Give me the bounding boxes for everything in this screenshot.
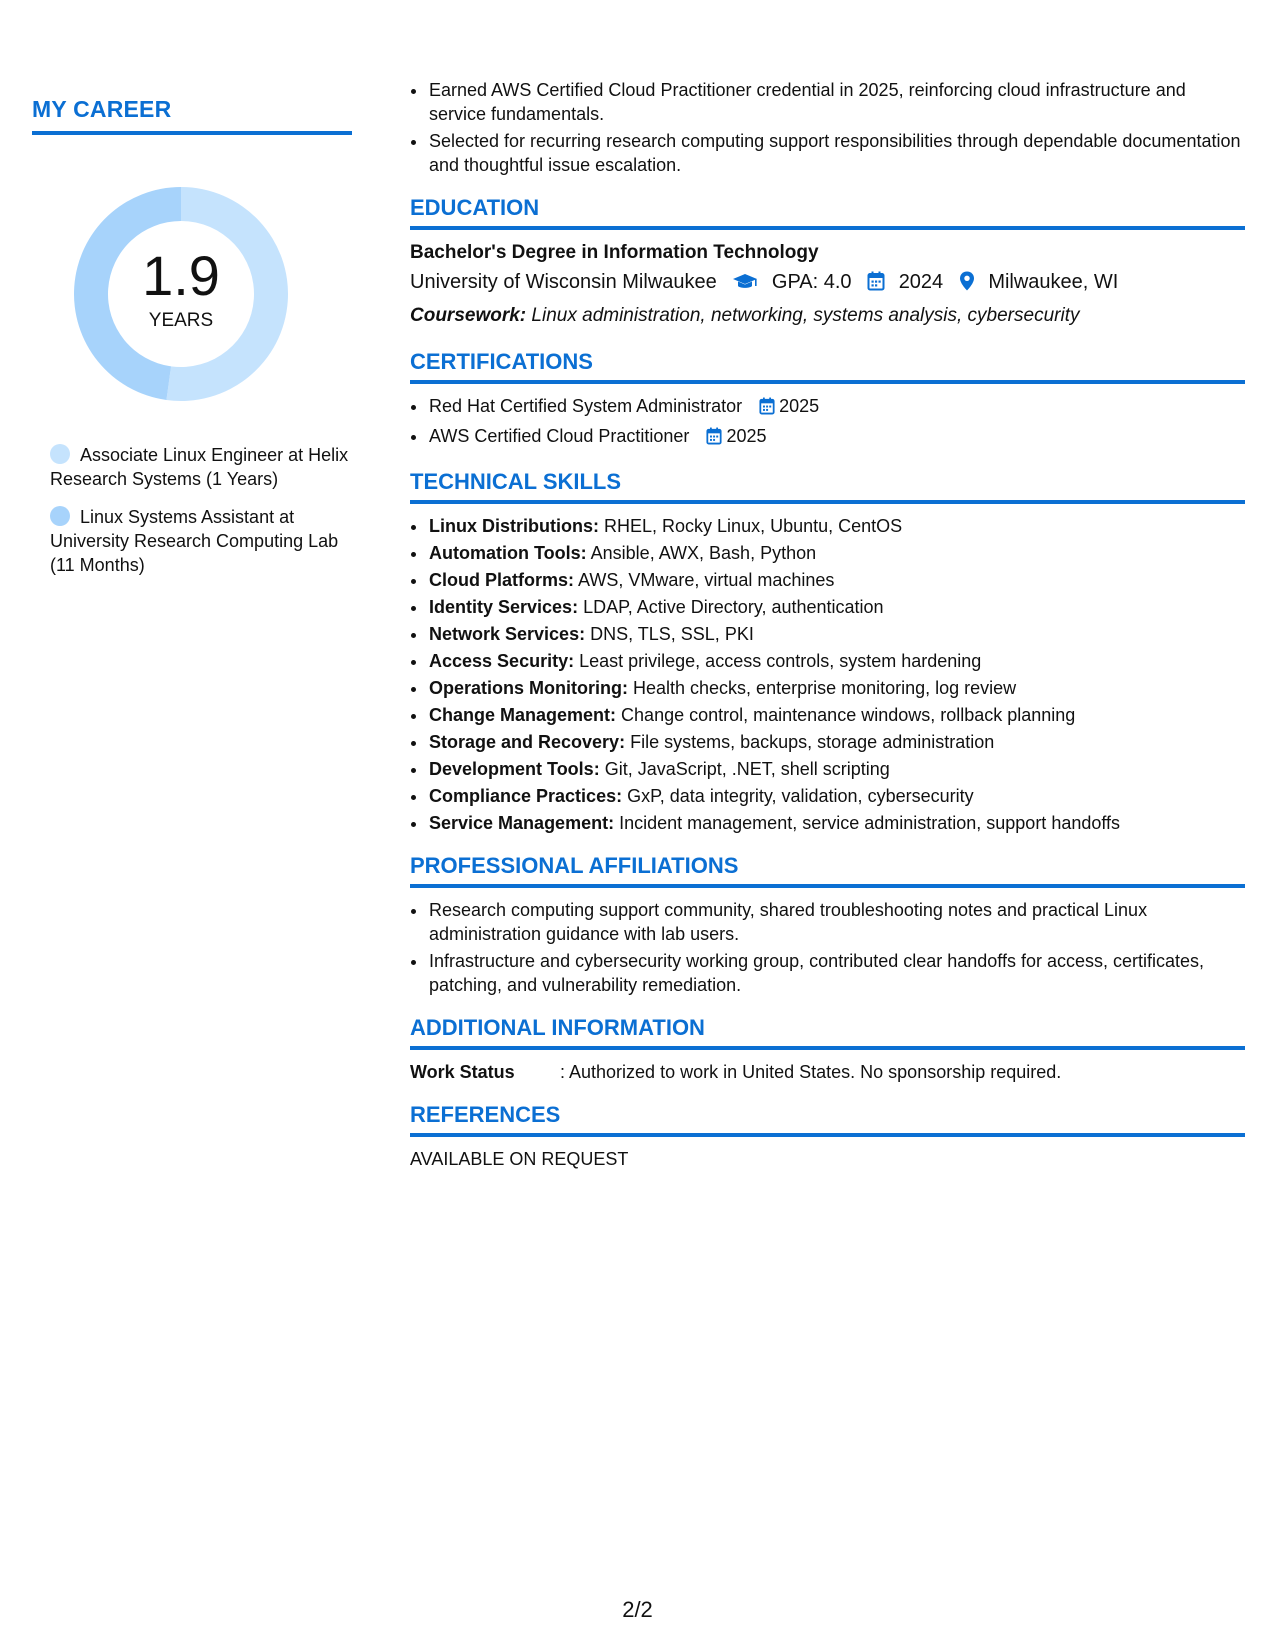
legend-label: Associate Linux Engineer at Helix Research Systems (1 Years): [50, 445, 349, 489]
skill-value: Ansible, AWX, Bash, Python: [590, 543, 817, 563]
skill-item: [428, 568, 1245, 592]
degree-name: Bachelor's Degree in Information Technology: [410, 242, 819, 263]
work-status-row: [410, 1060, 1245, 1084]
career-legend: [32, 443, 352, 577]
certifications-list: [410, 394, 1245, 451]
coursework-label: Coursework:: [410, 305, 527, 326]
skill-value: File systems, backups, storage administration: [630, 732, 995, 752]
skill-value: Git, JavaScript, .NET, shell scripting: [604, 759, 890, 779]
skill-item: [428, 649, 1245, 673]
skill-value: Least privilege, access controls, system hardening: [579, 651, 982, 671]
skill-item: [428, 676, 1245, 700]
affiliation-item: • Infrastructure and cybersecurity working group, contributed clear handoffs for access, certificates, patching, and vulnerability remediation.: [428, 949, 1245, 997]
career-sidebar: [32, 96, 352, 591]
references-text: AVAILABLE ON REQUEST: [410, 1149, 629, 1169]
skill-item: [428, 784, 1245, 808]
resume-main: [410, 78, 1245, 1171]
skill-label: Automation Tools:: [429, 543, 587, 563]
skill-value: Incident management, service administration, support handoffs: [619, 813, 1121, 833]
legend-dot: [50, 444, 70, 464]
experience-bullets: [410, 78, 1245, 177]
skill-label: Access Security:: [429, 651, 575, 671]
skill-label: Change Management:: [429, 705, 617, 725]
map-pin-icon: [959, 269, 975, 301]
coursework-text: Linux administration, networking, systems analysis, cybersecurity: [531, 305, 1080, 326]
skill-item: [428, 757, 1245, 781]
skill-label: Service Management:: [429, 813, 615, 833]
career-heading: MY CAREER: [32, 96, 352, 135]
skill-item: [428, 514, 1245, 538]
skill-value: GxP, data integrity, validation, cybersecurity: [627, 786, 974, 806]
certification-name: AWS Certified Cloud Practitioner: [429, 426, 690, 446]
skill-label: Identity Services:: [429, 597, 579, 617]
skill-label: Development Tools:: [429, 759, 600, 779]
skill-value: Change control, maintenance windows, rollback planning: [621, 705, 1076, 725]
work-status-label: Work Status: [410, 1062, 515, 1082]
affiliation-item: • Research computing support community, shared troubleshooting notes and practical Linux administration guidance with lab users.: [428, 898, 1245, 946]
skill-value: DNS, TLS, SSL, PKI: [590, 624, 754, 644]
skill-item: [428, 622, 1245, 646]
skill-value: LDAP, Active Directory, authentication: [583, 597, 884, 617]
work-status-value: : Authorized to work in United States. No sponsorship required.: [560, 1062, 1062, 1082]
legend-dot: [50, 506, 70, 526]
page-number: 2/2: [622, 1597, 653, 1622]
skill-value: AWS, VMware, virtual machines: [578, 570, 835, 590]
certification-item: [428, 394, 1245, 421]
affiliations-list: [410, 898, 1245, 997]
calendar-icon: [706, 427, 722, 451]
gpa-value: GPA: 4.0: [771, 271, 852, 293]
skill-label: Storage and Recovery:: [429, 732, 626, 752]
skill-label: Cloud Platforms:: [429, 570, 575, 590]
certification-year: 2025: [726, 426, 767, 446]
experience-bullet: • Selected for recurring research computing support responsibilities through dependable documentation and thoughtful issue escalation.: [428, 129, 1245, 177]
legend-item: [50, 505, 352, 577]
references-title: REFERENCES: [410, 1102, 1245, 1137]
education-title: EDUCATION: [410, 195, 1245, 230]
graduation-cap-icon: [732, 269, 758, 301]
affiliations-title: PROFESSIONAL AFFILIATIONS: [410, 853, 1245, 888]
experience-bullet: • Earned AWS Certified Cloud Practitioner credential in 2025, reinforcing cloud infrastructure and service fundamentals.: [428, 78, 1245, 126]
skill-label: Network Services:: [429, 624, 586, 644]
skills-list: [410, 514, 1245, 835]
skill-value: Health checks, enterprise monitoring, log review: [633, 678, 1017, 698]
education-details: [410, 266, 1245, 301]
legend-item: [50, 443, 352, 491]
skill-label: Operations Monitoring:: [429, 678, 628, 698]
school-location: Milwaukee, WI: [988, 271, 1119, 293]
calendar-icon: [867, 269, 885, 301]
legend-label: Linux Systems Assistant at University Research Computing Lab (11 Months): [50, 507, 339, 575]
skill-item: [428, 595, 1245, 619]
graduation-year: 2024: [898, 271, 944, 293]
career-donut: [66, 179, 296, 409]
skill-label: Linux Distributions:: [429, 516, 599, 536]
certification-name: Red Hat Certified System Administrator: [429, 396, 743, 416]
additional-info-title: ADDITIONAL INFORMATION: [410, 1015, 1245, 1050]
skill-label: Compliance Practices:: [429, 786, 623, 806]
school-name: University of Wisconsin Milwaukee: [410, 271, 717, 293]
total-years-value: 1.9: [142, 244, 220, 307]
certification-year: 2025: [779, 396, 820, 416]
total-years-unit: YEARS: [148, 310, 214, 331]
certifications-title: CERTIFICATIONS: [410, 349, 1245, 384]
skills-title: TECHNICAL SKILLS: [410, 469, 1245, 504]
skill-item: [428, 730, 1245, 754]
skill-item: [428, 811, 1245, 835]
calendar-icon: [759, 397, 775, 421]
skill-value: RHEL, Rocky Linux, Ubuntu, CentOS: [604, 516, 903, 536]
coursework: [410, 301, 1245, 331]
skill-item: [428, 703, 1245, 727]
donut-center: [66, 179, 296, 409]
skill-item: [428, 541, 1245, 565]
certification-item: [428, 424, 1245, 451]
